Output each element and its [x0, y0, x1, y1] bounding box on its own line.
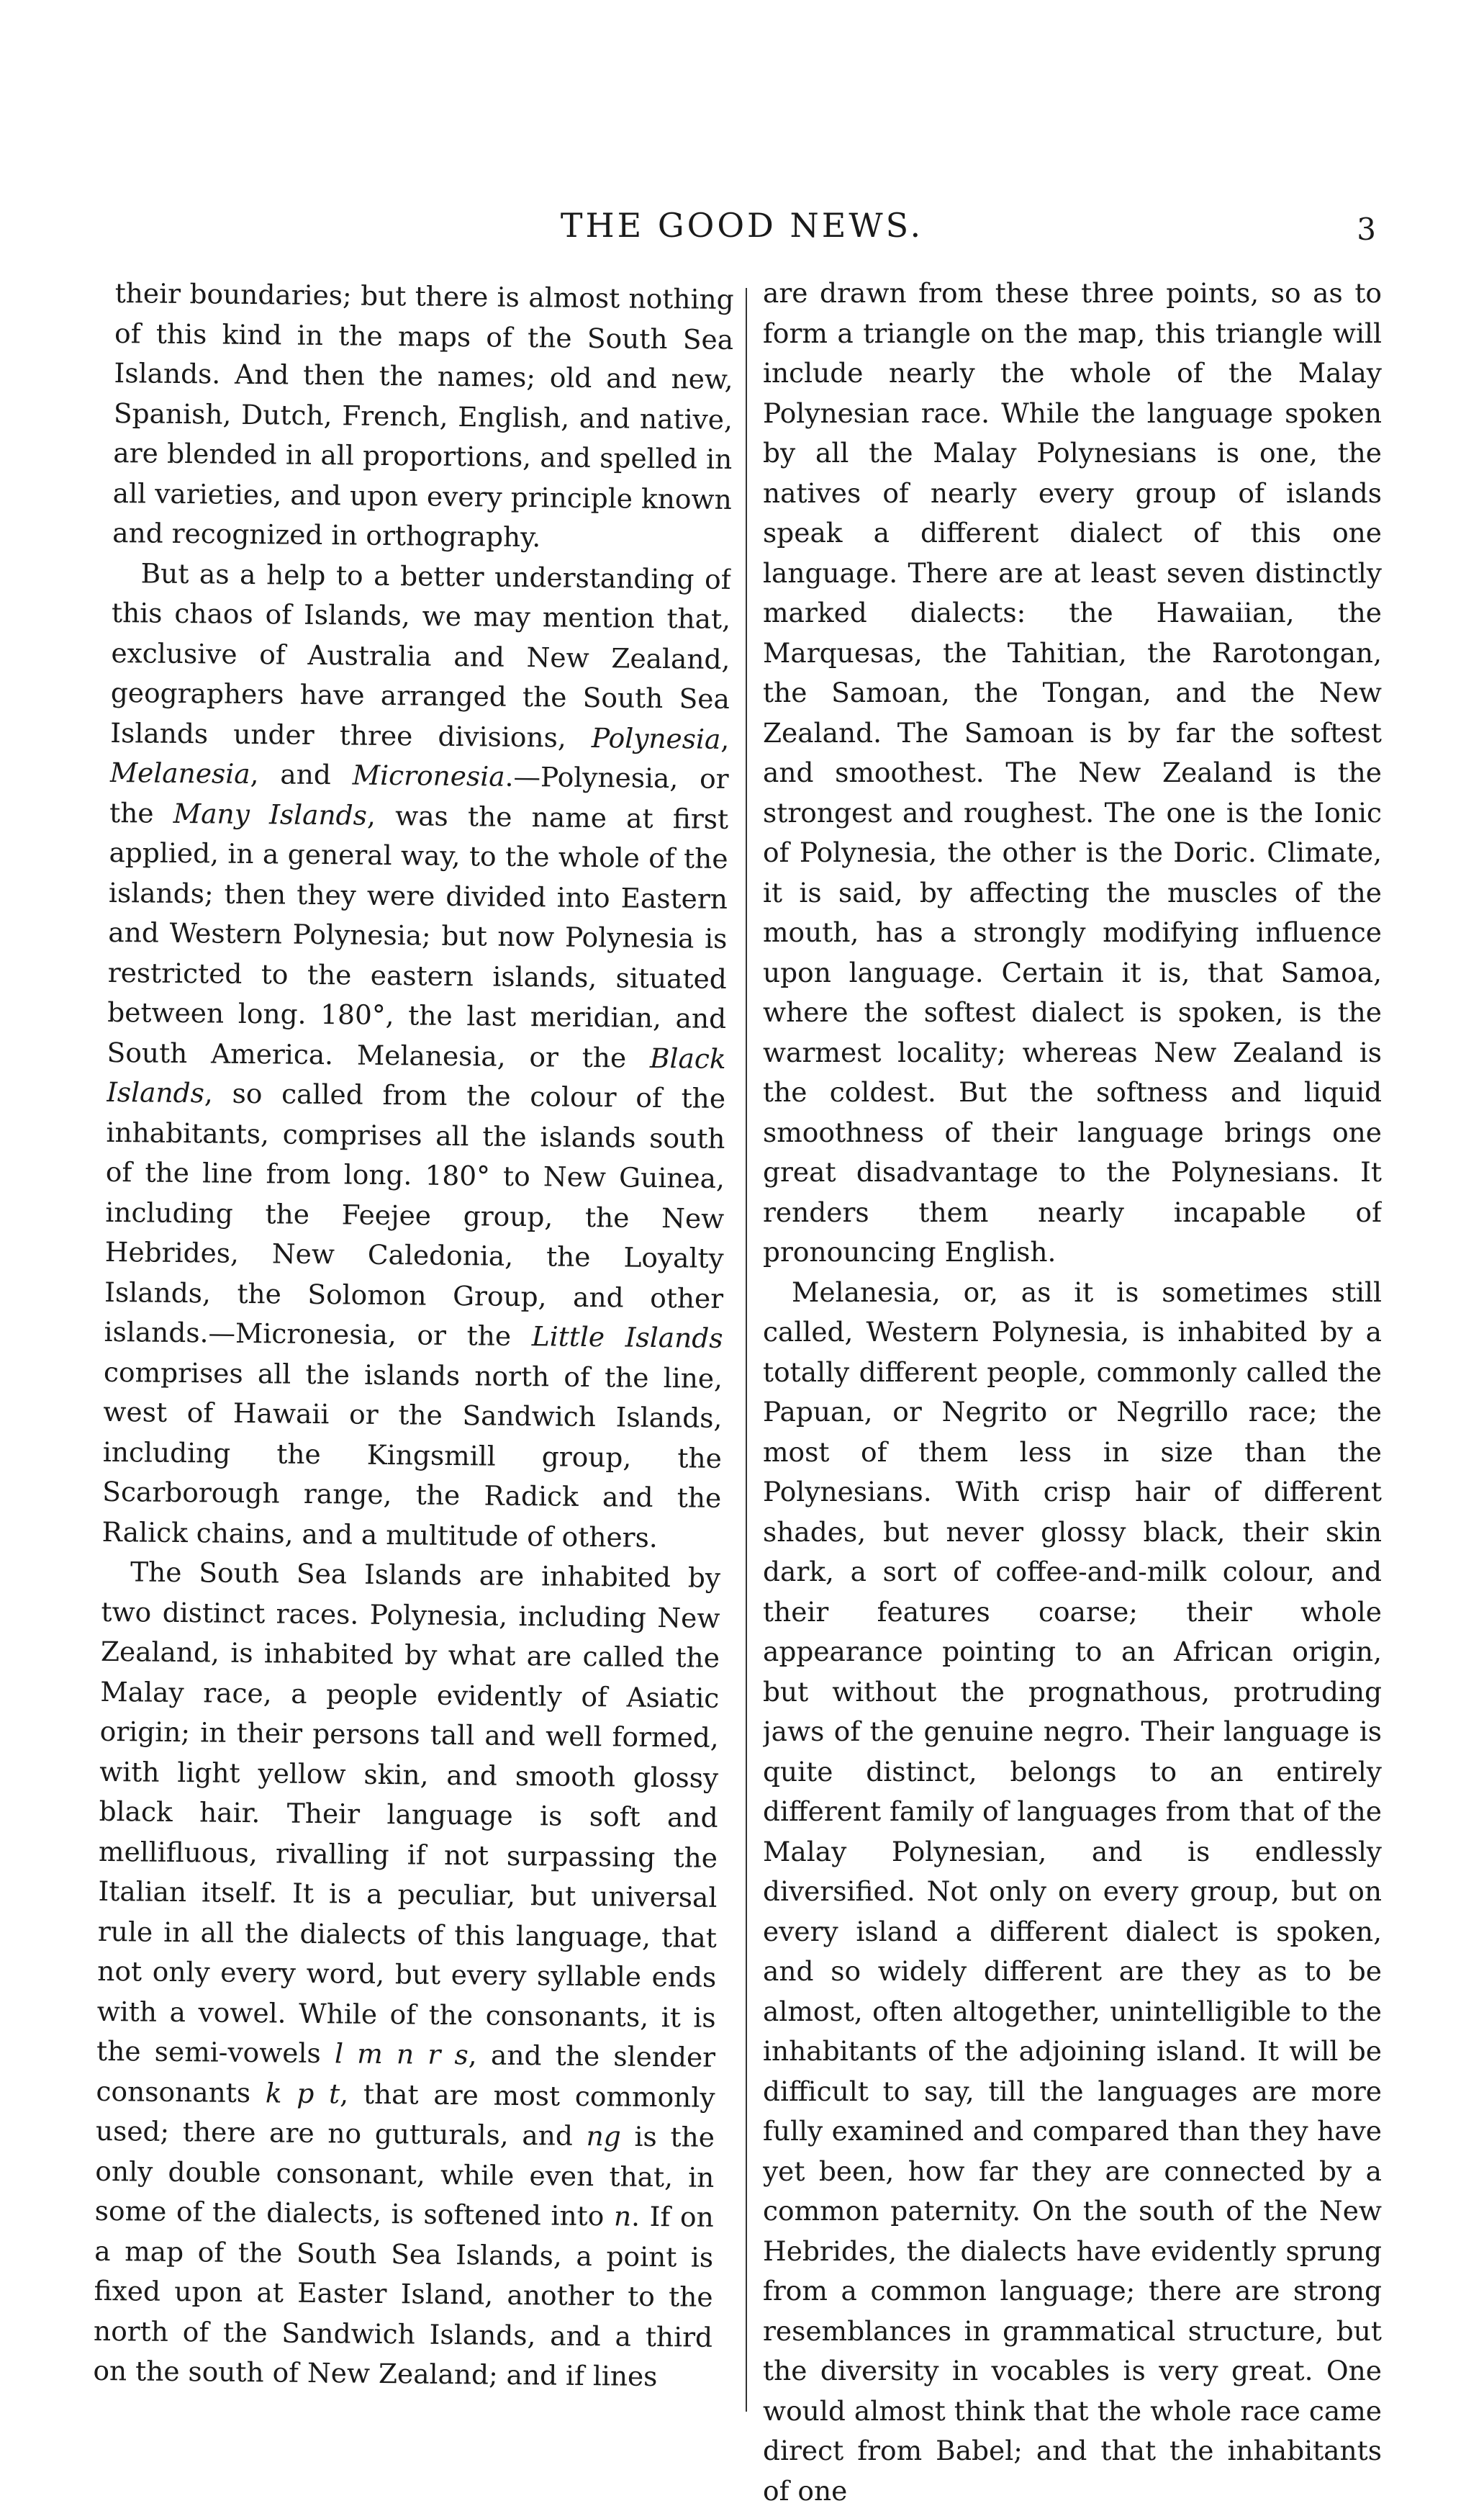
text-run: , was the name at first applied, in a general way, to the whole of the islands; then they were divided into Eastern and Western Polynesia; but now Polynesia is restricted to the eastern islands, situated between long. 180°, the last meridian, and South America. Melanesia, or the — [107, 799, 728, 1073]
column-rule — [746, 288, 747, 2412]
left-paragraph-1: their boundaries; but there is almost nothing of this kind in the maps of the South Sea Islands. And then the names; old and new, Spanish, Dutch, French, English, and native, are blended in all proportions, and spelled in all varieties, and upon every principle known and recognized in orthography. — [112, 274, 734, 559]
left-column — [93, 274, 734, 2397]
term-melanesia: Melanesia — [110, 757, 250, 790]
text-run: The South Sea Islands are inhabited by two distinct races. Polynesia, including New Zealand, is inhabited by what are called the Malay race, a people evidently of Asiatic origin; in their persons tall and well formed, with light yellow skin, and smooth glossy black hair. Their language is soft and mellifluous, rivalling if not surpassing the Italian itself. It is a peculiar, but universal rule in all the dialects of this language, that not only every word, but every syllable ends with a vowel. While of the consonants, it is the semi-vowels — [96, 1556, 720, 2069]
text-run: , and — [250, 758, 353, 790]
term-ng: ng — [586, 2120, 621, 2152]
term-little-islands: Little Islands — [532, 1320, 723, 1354]
right-paragraph-1: are drawn from these three points, so as to form a triangle on the map, this triangle will include nearly the whole of the Malay Polynesian race. While the language spoken by all the Malay Polynesians is one, the natives of nearly every group of islands speak a different dialect of this one language. There are at least seven distinctly marked dialects: the Hawaiian, the Marquesas, the Tahitian, the Rarotongan, the Samoan, the Tongan, and the New Zealand. The Samoan is by far the softest and smoothest. The New Zealand is the strongest and roughest. The one is the Ionic of Polynesia, the other is the Doric. Climate, it is said, by affecting the muscles of the mouth, has a strongly modifying influence upon language. Certain it is, that Samoa, where the softest dialect is spoken, is the warmest locality; whereas New Zealand is the coldest. But the softness and liquid smoothness of their language brings one great disadvantage to the Polynesians. It renders them nearly incapable of pronouncing English. — [763, 274, 1382, 1273]
text-run: is the only double consonant, while even that, in some of the dialects, is softened into — [95, 2121, 715, 2232]
text-run: But as a help to a better understanding of this chaos of Islands, we may mention that, exclusive of Australia and New Zealand, geographers have arranged the South Sea Islands under three divisions, — [110, 557, 731, 754]
right-column — [763, 274, 1382, 2511]
text-run: , so called from the colour of the inhabitants, comprises all the islands south of the line from long. 180° to New Guinea, including the Feejee group, the New Hebrides, New Caledonia, the Loyalty Islands, the Solomon Group, and other islands.—Micronesia, or the — [104, 1077, 725, 1352]
term-semi-vowels: l m n r s — [335, 2037, 469, 2070]
term-many-islands: Many Islands — [173, 797, 368, 831]
left-paragraph-3 — [93, 1552, 720, 2397]
right-paragraph-2: Melanesia, or, as it is sometimes still called, Western Polynesia, is inhabited by a totally different people, commonly called the Papuan, or Negrito or Negrillo race; the most of them less in size than the Polynesians. With crisp hair of different shades, but never glossy black, their skin dark, a sort of coffee-and-milk colour, and their features coarse; their whole appearance pointing to an African origin, but without the prognathous, protruding jaws of the genuine negro. Their language is quite distinct, belongs to an entirely different family of languages from that of the Malay Polynesian, and is endlessly diversified. Not only on every group, but on every island a different dialect is spoken, and so widely different are they as to be almost, often altogether, unintelligible to the inhabitants of the adjoining island. It will be difficult to say, till the languages are more fully examined and compared than they have yet been, how far they are connected by a common paternity. On the south of the New Hebrides, the dialects have evidently sprung from a common language; there are strong resemblances in grammatical structure, but the diversity in vocables is very great. One would almost think that the whole race came direct from Babel; and that the inhabitants of one — [763, 1273, 1382, 2511]
text-run: , and the slender consonants — [96, 2039, 715, 2109]
text-run: , that are most commonly used; there are no gutturals, and — [96, 2078, 715, 2152]
term-n: n — [614, 2200, 632, 2232]
page-header — [0, 202, 1484, 259]
term-black-islands: Black Islands — [107, 1042, 726, 1109]
term-micronesia: Micronesia — [353, 759, 505, 792]
text-run: .—Polynesia, or the — [109, 761, 729, 829]
term-slender-consonants: k p t — [266, 2077, 340, 2109]
term-polynesia: Polynesia — [592, 721, 721, 754]
text-run: . If on a map of the South Sea Islands, a point is fixed upon at Easter Island, another to the north of the Sandwich Islands, and a third on the south of New Zealand; and if lines — [93, 2201, 714, 2392]
page-number: 3 — [1357, 212, 1376, 247]
text-run: comprises all the islands north of the line, west of Hawaii or the Sandwich Islands, including the Kingsmill group, the Scarborough range, the Radick and the Ralick chains, and a multitude of others. — [101, 1356, 723, 1553]
running-title: THE GOOD NEWS. — [0, 206, 1484, 245]
left-paragraph-2 — [101, 553, 730, 1558]
text-run: , — [720, 723, 729, 754]
